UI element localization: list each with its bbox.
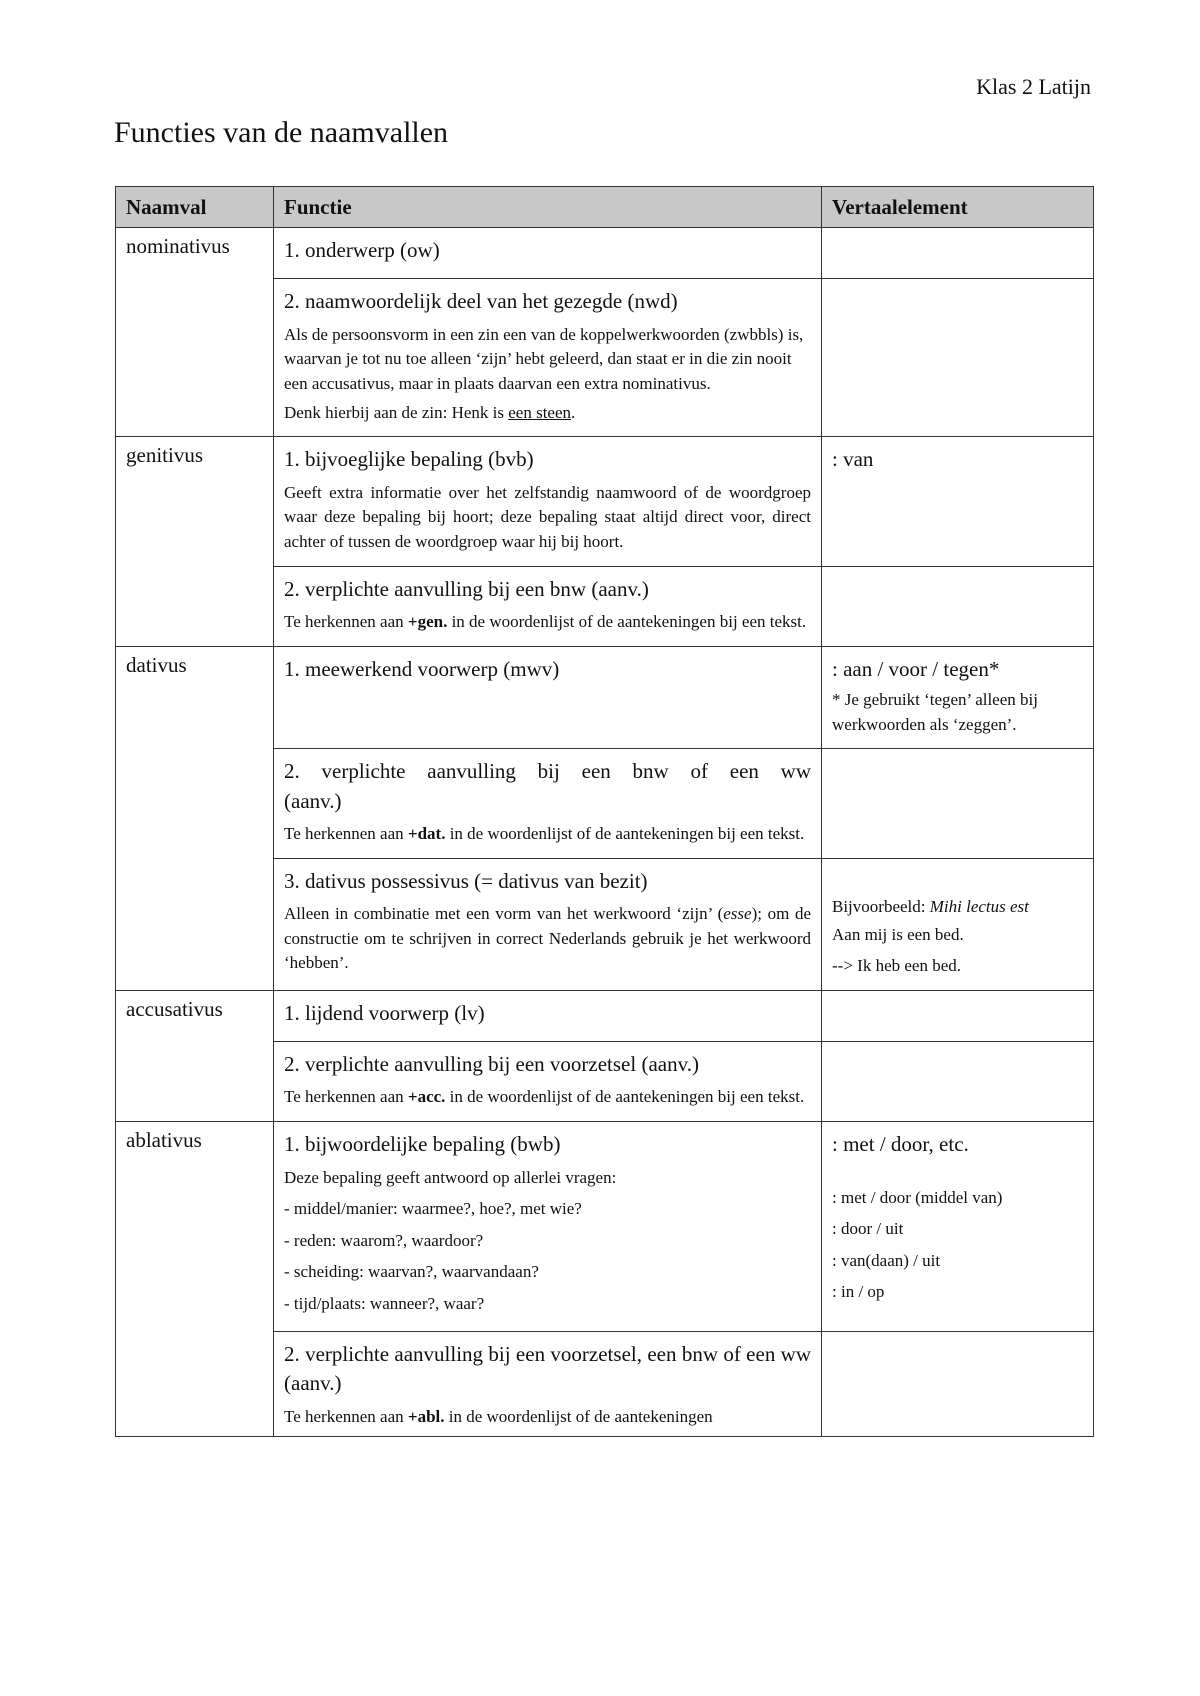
list-item: - tijd/plaats: wanneer?, waar? — [284, 1294, 485, 1314]
table-row — [116, 1122, 1094, 1332]
translation-cell — [822, 749, 1094, 858]
translation-cell — [822, 858, 1094, 990]
function-cell — [274, 749, 822, 858]
function-note: Als de persoonsvorm in een zin een van de koppelwerkwoorden (zwbbls) is, waarvan je tot nu toe alleen ‘zijn’ hebt geleerd, dan staat er in die zin nooit een accusativus, maar in plaats daarvan een extra nominativus. — [284, 324, 804, 394]
function-cell — [274, 279, 822, 437]
function-cell — [274, 1331, 822, 1436]
function-title: 2. naamwoordelijk deel van het gezegde (nwd) — [284, 289, 678, 314]
function-title: 2. verplichte aanvulling bij een bnw (aanv.) — [284, 576, 649, 601]
function-title: 1. bijvoeglijke bepaling (bvb) — [284, 447, 534, 472]
translation-cell — [822, 646, 1094, 749]
function-title: 2. verplichte aanvulling bij een voorzetsel (aanv.) — [284, 1052, 699, 1077]
translation-item: : van(daan) / uit — [832, 1250, 941, 1270]
document-header-label: Klas 2 Latijn — [976, 74, 1091, 99]
translation-item: : met / door (middel van) — [832, 1187, 1003, 1207]
function-note: Alleen in combinatie met een vorm van het werkwoord ‘zijn’ (esse); om de constructie om te schrijven in correct Nederlands gebruik je het werkwoord ‘hebben’. — [284, 904, 812, 973]
page-title: Functies van de naamvallen — [114, 116, 449, 149]
function-note: Te herkennen aan +gen. in de woordenlijst of de aantekeningen bij een tekst. — [284, 612, 807, 632]
translation-cell — [822, 228, 1094, 279]
translation-text: : met / door, etc. — [832, 1132, 969, 1157]
function-cell — [274, 228, 822, 279]
translation-text: : van — [832, 447, 874, 472]
function-note: Te herkennen aan +dat. in de woordenlijst of de aantekeningen bij een tekst. — [284, 824, 805, 844]
function-cell — [274, 437, 822, 566]
translation-example-line: Aan mij is een bed. — [832, 925, 964, 945]
case-name-genitivus: genitivus — [116, 437, 274, 646]
translation-cell — [822, 566, 1094, 646]
list-item: - scheiding: waarvan?, waarvandaan? — [284, 1262, 539, 1282]
case-name-accusativus: accusativus — [116, 990, 274, 1121]
function-title: 1. onderwerp (ow) — [284, 238, 440, 262]
translation-cell — [822, 990, 1094, 1041]
function-title: 2. verplichte aanvulling bij een voorzetsel, een bnw of een ww (aanv.) — [284, 1341, 811, 1396]
function-cell — [274, 1042, 822, 1122]
translation-cell — [822, 1122, 1094, 1332]
translation-item: : in / op — [832, 1282, 885, 1302]
table-row — [116, 437, 1094, 566]
column-header-functie: Functie — [274, 187, 822, 228]
translation-text: : aan / voor / tegen* — [832, 656, 1000, 681]
function-title: 1. lijdend voorwerp (lv) — [284, 1000, 485, 1025]
translation-note: * Je gebruikt ‘tegen’ alleen bij werkwoorden als ‘zeggen’. — [832, 690, 1038, 734]
list-item: - reden: waarom?, waardoor? — [284, 1230, 484, 1250]
function-cell — [274, 990, 822, 1041]
function-title: 1. bijwoordelijke bepaling (bwb) — [284, 1132, 561, 1157]
list-item: - middel/manier: waarmee?, hoe?, met wie? — [284, 1199, 582, 1219]
function-cell — [274, 566, 822, 646]
column-header-vertaalelement: Vertaalelement — [822, 187, 1094, 228]
translation-cell — [822, 437, 1094, 566]
cases-table — [115, 186, 1094, 1437]
function-note: Geeft extra informatie over het zelfstandig naamwoord of de woordgroep waar deze bepaling bij hoort; deze bepaling staat altijd direct voor, direct achter of tussen de woordgroep waar hij bij hoort. — [284, 482, 811, 552]
column-header-naamval: Naamval — [116, 187, 274, 228]
translation-cell — [822, 279, 1094, 437]
function-title: 1. meewerkend voorwerp (mwv) — [284, 656, 560, 681]
case-name-dativus: dativus — [116, 646, 274, 990]
function-title: 3. dativus possessivus (= dativus van bezit) — [284, 868, 648, 893]
translation-item: : door / uit — [832, 1219, 904, 1239]
table-row — [116, 228, 1094, 279]
translation-example-line: --> Ik heb een bed. — [832, 956, 962, 976]
function-cell — [274, 1122, 822, 1332]
translation-cell — [822, 1331, 1094, 1436]
function-example: Denk hierbij aan de zin: Henk is een steen. — [284, 402, 576, 422]
case-name-nominativus: nominativus — [116, 228, 274, 437]
translation-cell — [822, 1042, 1094, 1122]
function-note: Te herkennen aan +acc. in de woordenlijst of de aantekeningen bij een tekst. — [284, 1087, 805, 1107]
table-row — [116, 646, 1094, 749]
table-header-row — [116, 187, 1094, 228]
function-cell — [274, 646, 822, 749]
function-note: Te herkennen aan +abl. in de woordenlijst of de aantekeningen — [284, 1406, 713, 1426]
translation-example: Bijvoorbeeld: Mihi lectus est — [832, 896, 1029, 916]
case-name-ablativus: ablativus — [116, 1122, 274, 1437]
function-cell — [274, 858, 822, 990]
function-note: Deze bepaling geeft antwoord op allerlei vragen: — [284, 1167, 617, 1187]
table-row — [116, 990, 1094, 1041]
function-title: 2. verplichte aanvulling bij een bnw of een ww (aanv.) — [284, 759, 811, 813]
